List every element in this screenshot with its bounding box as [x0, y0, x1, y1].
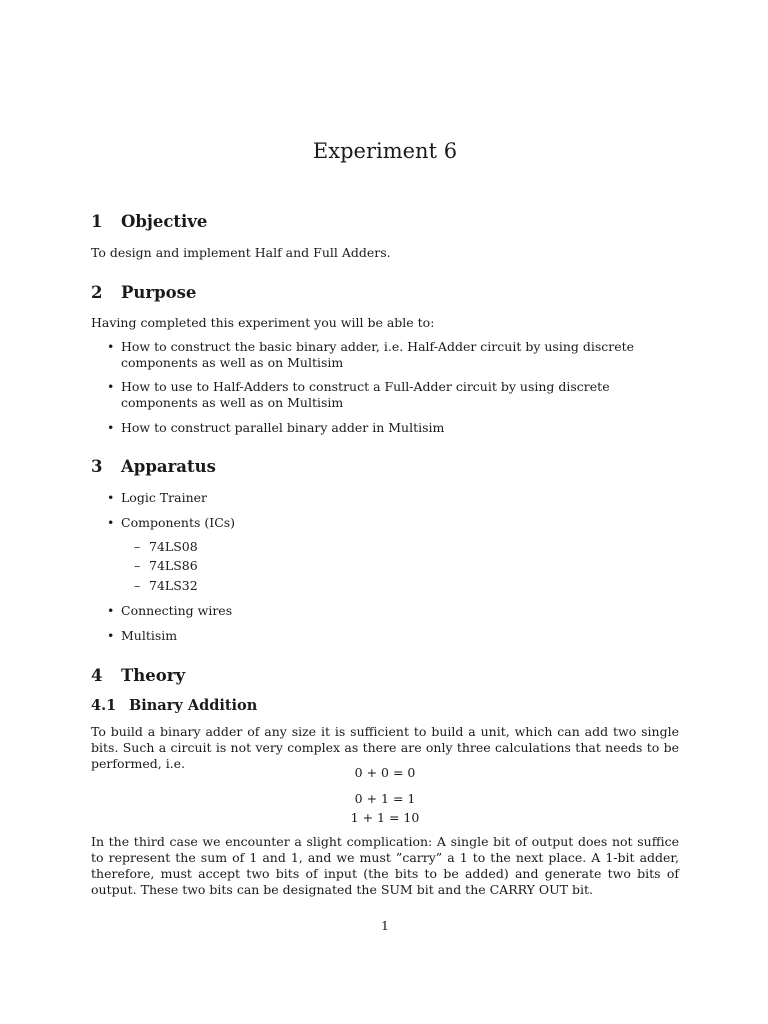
dash-mark: – — [134, 578, 141, 593]
bullet-mark: • — [107, 420, 115, 435]
subsection-title: Binary Addition — [129, 697, 258, 714]
section-title: Apparatus — [121, 457, 216, 476]
list-item — [107, 515, 679, 531]
list-item — [107, 628, 679, 644]
dash-mark: – — [134, 539, 141, 554]
list-item — [107, 490, 679, 506]
list-item-text: Logic Trainer — [121, 490, 207, 505]
list-item — [107, 379, 679, 411]
equation: 0 + 0 = 0 — [354, 765, 416, 780]
document-page — [91, 0, 679, 1024]
bullet-mark: • — [107, 339, 115, 354]
sublist-item-text: 74LS86 — [149, 558, 198, 573]
list-item-text: How to construct the basic binary adder, i.e. Half-Adder circuit by using discrete components as well as on Multisim — [121, 339, 635, 370]
sublist-item — [134, 558, 198, 574]
theory-paragraph-2: In the third case we encounter a slight complication: A single bit of output does not suffice to represent the sum of 1 and 1, and we must ”carry” a 1 to the next place. A 1-bit adder, therefore, must accept two bits of input (the bits to be added) and generate two bits of output. These two bits can be designated the SUM bit and the CARRY OUT bit. — [91, 834, 679, 897]
list-item-text: Multisim — [121, 628, 178, 643]
section-title: Objective — [121, 212, 208, 231]
subsection-number: 4.1 — [91, 697, 117, 714]
section-heading-apparatus — [91, 457, 216, 476]
sublist-item — [134, 539, 198, 555]
list-item — [107, 420, 679, 436]
bullet-mark: • — [107, 603, 115, 618]
objective-text: To design and implement Half and Full Adders. — [91, 245, 391, 260]
list-item-text: How to construct parallel binary adder in Multisim — [121, 420, 445, 435]
section-number: 1 — [91, 212, 103, 231]
equation: 0 + 1 = 1 — [354, 791, 416, 806]
purpose-intro: Having completed this experiment you will be able to: — [91, 315, 435, 330]
section-title: Purpose — [121, 283, 197, 302]
section-heading-purpose — [91, 283, 196, 302]
sublist-item — [134, 578, 198, 594]
section-number: 2 — [91, 283, 103, 302]
section-heading-objective — [91, 212, 207, 231]
bullet-mark: • — [107, 628, 115, 643]
sublist-item-text: 74LS32 — [149, 578, 198, 593]
dash-mark: – — [134, 558, 141, 573]
section-number: 3 — [91, 457, 103, 476]
bullet-mark: • — [107, 515, 115, 530]
section-heading-theory — [91, 666, 185, 685]
document-title: Experiment 6 — [312, 139, 458, 163]
list-item — [107, 339, 679, 371]
equation: 1 + 1 = 10 — [350, 810, 420, 825]
section-title: Theory — [121, 666, 186, 685]
sublist-item-text: 74LS08 — [149, 539, 198, 554]
section-number: 4 — [91, 666, 103, 685]
theory-paragraph-1: To build a binary adder of any size it is sufficient to build a unit, which can add two single bits. Such a circuit is not very complex as there are only three calculations that needs to be performed, i.e. — [91, 724, 679, 771]
list-item-text: Connecting wires — [121, 603, 233, 618]
bullet-mark: • — [107, 490, 115, 505]
page-number: 1 — [381, 918, 389, 933]
list-item-text: How to use to Half-Adders to construct a Full-Adder circuit by using discrete components as well as on Multisim — [121, 379, 610, 410]
subsection-heading-binary-addition — [91, 697, 257, 714]
bullet-mark: • — [107, 379, 115, 394]
list-item-text: Components (ICs) — [121, 515, 236, 530]
list-item — [107, 603, 679, 619]
